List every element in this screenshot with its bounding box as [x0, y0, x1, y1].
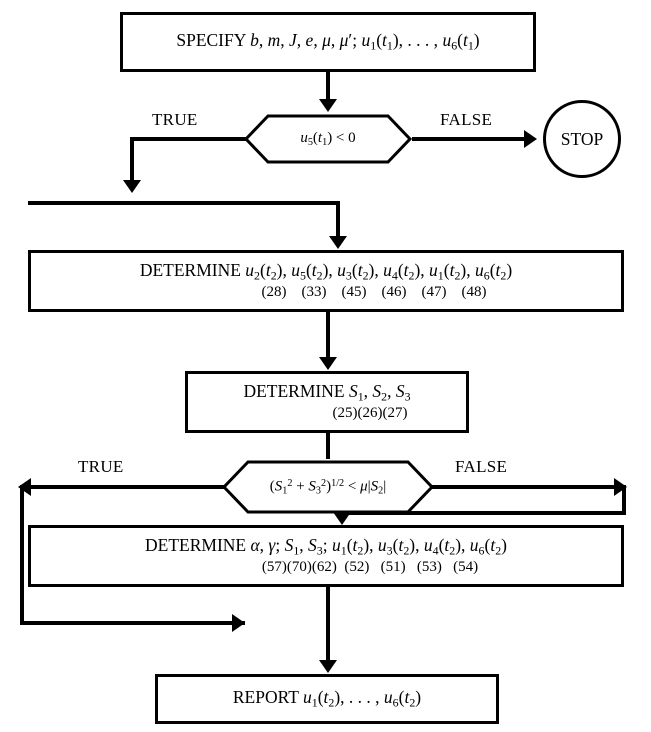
arrowhead-stop [524, 130, 537, 148]
connector-decision2-false-h2 [340, 511, 626, 515]
node-specify [120, 12, 536, 72]
node-report [155, 674, 499, 724]
node-determine2 [185, 371, 469, 433]
node-specify-text: SPECIFY b, m, J, e, μ, μ′; $u_1(t_1)$, . . . , $u_6(t_1)$ [176, 30, 480, 53]
connector-determine3-to-report [326, 587, 330, 662]
node-decision2-text: $(S_1^2 + S_3^2)^{1/2} < \mu|S_2|$ [269, 477, 387, 497]
connector-decision1-true-h [130, 137, 246, 141]
label-decision2-true: TRUE [78, 457, 124, 476]
connector-decision1-false [412, 137, 527, 141]
arrowhead-determine1 [329, 236, 347, 249]
node-determine1 [28, 250, 624, 312]
node-report-text: REPORT $u_1(t_2)$, . . . , $u_6(t_2)$ [232, 687, 422, 710]
connector-decision2-true-v [20, 485, 24, 625]
node-determine1-line2: (28) (33) (45) (46) (47) (48) [261, 284, 487, 301]
arrowhead-determine2 [319, 357, 337, 370]
node-determine3-line1: DETERMINE α, γ; $S_1$, $S_3$; $u_1(t_2)$, $u_3(t_2)$, $u_4(t_2)$, $u_6(t_2)$ [145, 535, 507, 558]
arrowhead-report [319, 660, 337, 673]
connector-true-rail-h [20, 621, 245, 625]
node-stop-text: STOP [560, 128, 604, 149]
arrowhead-determine3 [333, 512, 351, 525]
node-determine3-line2: (57)(70)(62) (52) (51) (53) (54) [261, 559, 479, 576]
connector-loop-rail-h [28, 201, 340, 205]
node-decision2 [221, 459, 435, 515]
label-decision2-false: FALSE [455, 457, 508, 476]
connector-decision1-true-v [130, 137, 134, 182]
connector-specify-to-decision1 [326, 72, 330, 101]
label-decision1-true: TRUE [152, 110, 198, 129]
node-determine1-line1: DETERMINE $u_2(t_2)$, $u_5(t_2)$, $u_3(t_2)$, $u_4(t_2)$, $u_1(t_2)$, $u_6(t_2)$ [139, 260, 513, 283]
arrowhead-decision1 [319, 99, 337, 112]
connector-decision2-true-h [20, 485, 225, 489]
arrowhead-true-rail [232, 614, 245, 632]
node-stop [543, 100, 621, 178]
connector-decision2-false-h [432, 485, 626, 489]
node-decision1-text: $u_5(t_1) < 0$ [300, 130, 356, 148]
node-decision1 [243, 113, 413, 165]
node-determine3 [28, 525, 624, 587]
node-determine2-line1: DETERMINE $S_1$, $S_2$, $S_3$ [243, 381, 411, 404]
connector-determine1-to-determine2 [326, 312, 330, 359]
connector-loop-rail-v [336, 201, 340, 239]
arrowhead-true-down [123, 180, 141, 193]
label-decision1-false: FALSE [440, 110, 493, 129]
node-determine2-line2: (25)(26)(27) [332, 405, 408, 422]
